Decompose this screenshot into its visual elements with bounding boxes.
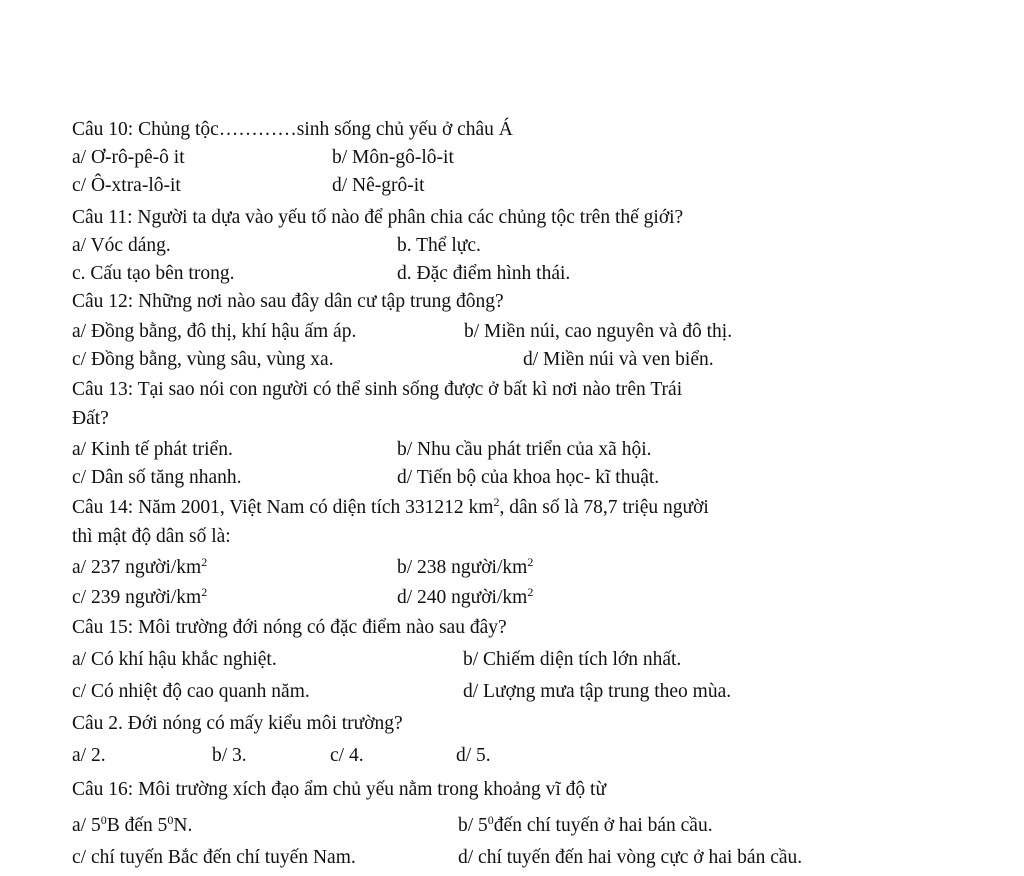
question-2-option-a: a/ 2.: [72, 745, 106, 766]
question-13-option-d: d/ Tiến bộ của khoa học- kĩ thuật.: [397, 467, 660, 488]
question-15-option-b: b/ Chiếm diện tích lớn nhất.: [463, 649, 682, 670]
question-14-option-a: a/ 237 người/$km^2$: [72, 555, 208, 578]
question-2-option-b: b/ 3.: [212, 745, 247, 766]
question-10-option-b: b/ Môn-gô-lô-it: [332, 147, 454, 168]
question-14-stem-line1: Câu 14: Năm 2001, Việt Nam có diện tích 331212 $km^2$, dân số là 78,7 triệu người: [72, 495, 709, 518]
question-2-option-d: d/ 5.: [456, 745, 491, 766]
question-13-option-a: a/ Kinh tế phát triển.: [72, 439, 233, 460]
question-15-option-d: d/ Lượng mưa tập trung theo mùa.: [463, 681, 732, 702]
question-14-stem-line2: thì mật độ dân số là:: [72, 526, 231, 547]
question-16-option-d: d/ chí tuyến đến hai vòng cực ở hai bán cầu.: [458, 847, 803, 868]
question-12-option-b: b/ Miền núi, cao nguyên và đô thị.: [464, 321, 733, 342]
question-13-option-c: c/ Dân số tăng nhanh.: [72, 467, 242, 488]
question-13-option-b: b/ Nhu cầu phát triển của xã hội.: [397, 439, 652, 460]
question-2-stem: Câu 2. Đới nóng có mấy kiểu môi trường?: [72, 713, 403, 734]
question-14-option-b: b/ 238 người/$km^2$: [397, 555, 534, 578]
question-12-option-c: c/ Đồng bằng, vùng sâu, vùng xa.: [72, 349, 334, 370]
question-11-option-a: a/ Vóc dáng.: [72, 235, 171, 256]
question-16-stem: Câu 16: Môi trường xích đạo ẩm chủ yếu nằm trong khoảng vĩ độ từ: [72, 779, 607, 800]
question-16-option-b: b/ $5^0đến$ chí tuyến ở hai bán cầu.: [458, 813, 713, 836]
question-13-stem-line1: Câu 13: Tại sao nói con người có thể sinh sống được ở bất kì nơi nào trên Trái: [72, 379, 683, 400]
question-12-option-d: d/ Miền núi và ven biển.: [523, 349, 714, 370]
question-11-option-b: b. Thể lực.: [397, 235, 481, 256]
question-12-option-a: a/ Đồng bằng, đô thị, khí hậu ấm áp.: [72, 321, 357, 342]
question-16-option-a: a/ $5^0B$ đến $5^0N$.: [72, 813, 193, 836]
question-11-option-c: c. Cấu tạo bên trong.: [72, 263, 235, 284]
question-10-stem: Câu 10: Chủng tộc…………sinh sống chủ yếu ở châu Á: [72, 119, 513, 140]
question-11-option-d: d. Đặc điểm hình thái.: [397, 263, 571, 284]
question-14-option-c: c/ 239 người/$km^2$: [72, 585, 208, 608]
question-10-option-d: d/ Nê-grô-it: [332, 175, 425, 196]
question-14-option-d: d/ 240 người/$km^2$: [397, 585, 534, 608]
question-2-option-c: c/ 4.: [330, 745, 364, 766]
question-12-stem: Câu 12: Những nơi nào sau đây dân cư tập trung đông?: [72, 291, 504, 312]
question-15-option-a: a/ Có khí hậu khắc nghiệt.: [72, 649, 277, 670]
question-16-option-c: c/ chí tuyến Bắc đến chí tuyến Nam.: [72, 847, 356, 868]
question-10-option-a: a/ Ơ-rô-pê-ô it: [72, 147, 185, 168]
question-13-stem-line2: Đất?: [72, 408, 109, 429]
question-15-option-c: c/ Có nhiệt độ cao quanh năm.: [72, 681, 310, 702]
question-15-stem: Câu 15: Môi trường đới nóng có đặc điểm nào sau đây?: [72, 617, 507, 638]
question-10-option-c: c/ Ô-xtra-lô-it: [72, 175, 181, 196]
question-11-stem: Câu 11: Người ta dựa vào yếu tố nào để phân chia các chủng tộc trên thế giới?: [72, 207, 684, 228]
